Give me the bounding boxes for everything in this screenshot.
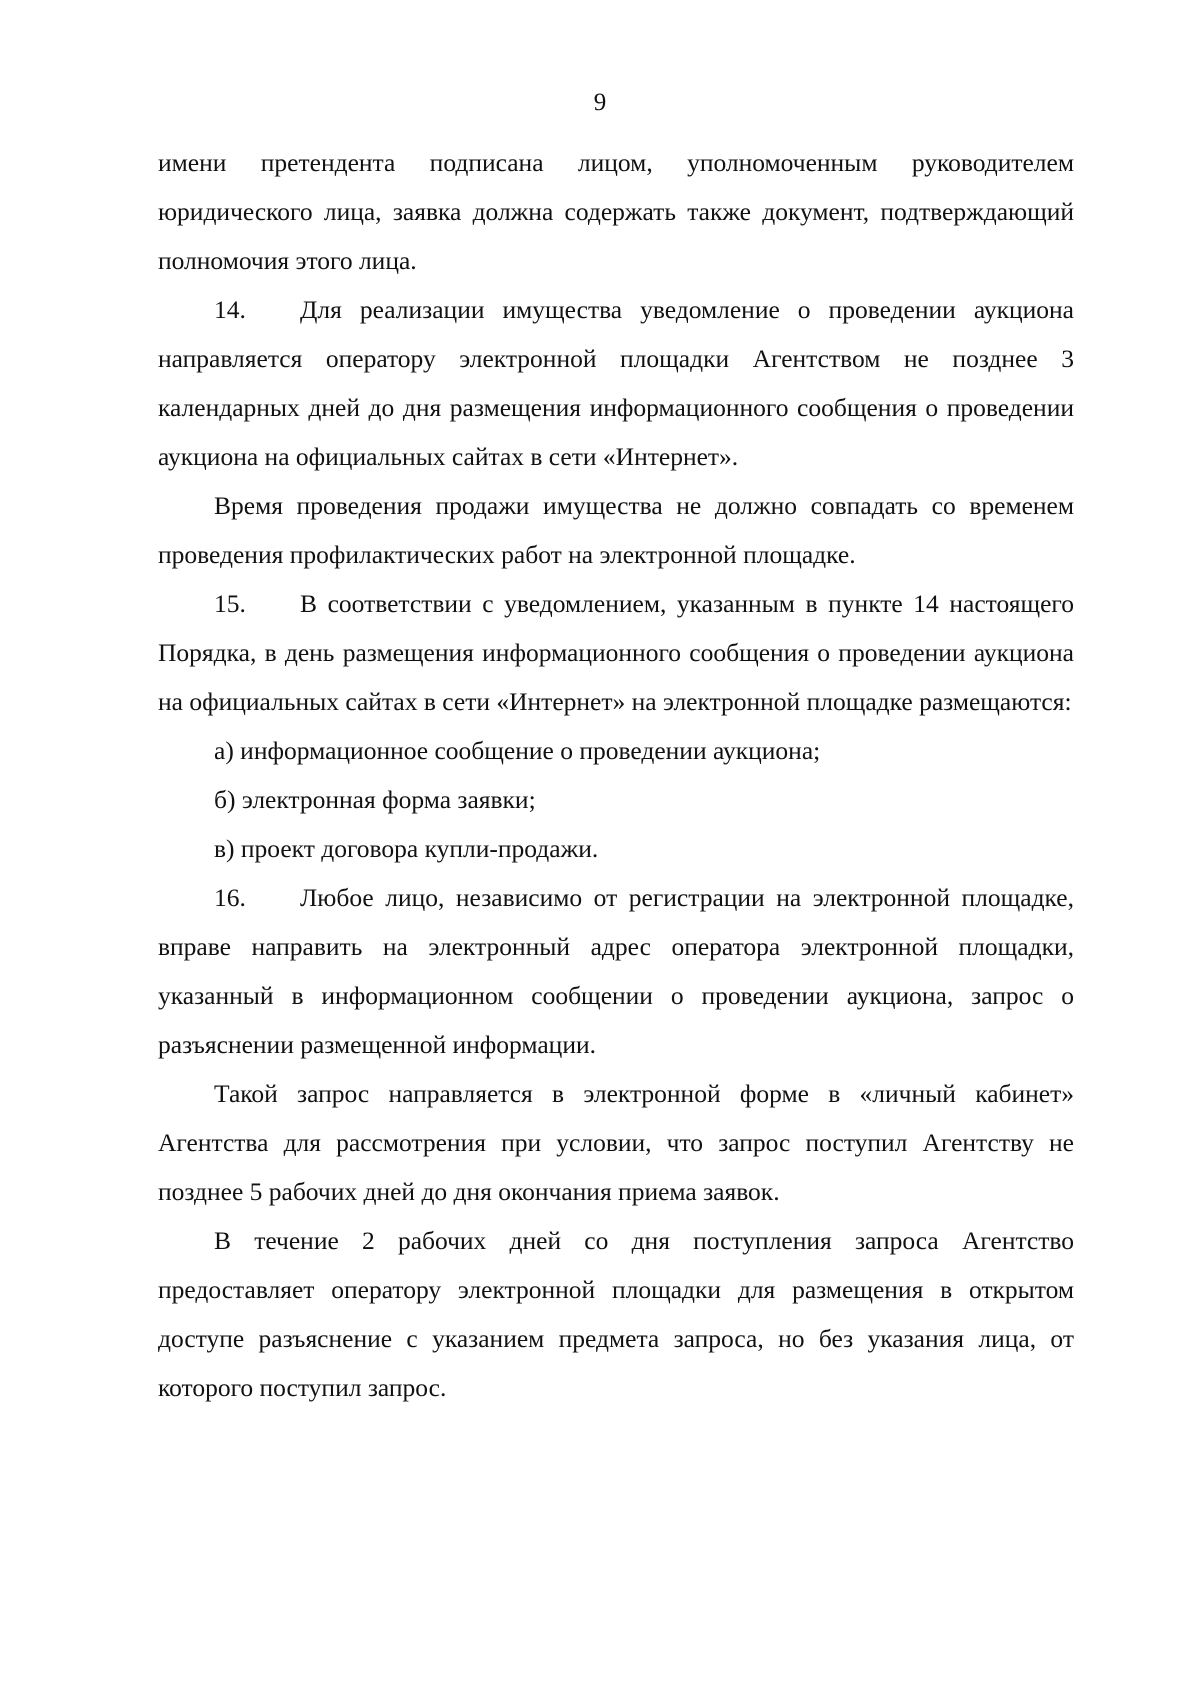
paragraph-14-text: Для реализации имущества уведомление о проведении аукциона направляется оператору электронной площадки Агентством не позднее 3 календарных дней до дня размещения информационного сообщения о проведении аукциона на официальных сайтах в сети «Интернет». (158, 295, 1074, 471)
paragraph-16-text: Любое лицо, независимо от регистрации на электронной площадке, вправе направить на электронный адрес оператора электронной площадки, указанный в информационном сообщении о проведении аукциона, запрос о разъяснении размещенной информации. (158, 883, 1074, 1059)
paragraph-16 (158, 873, 1074, 1069)
paragraph-16-third: В течение 2 рабочих дней со дня поступления запроса Агентство предоставляет оператору электронной площадки для размещения в открытом доступе разъяснение с указанием предмета запроса, но без указания лица, от которого поступил запрос. (158, 1226, 1074, 1402)
clause-number-14: 14. (214, 295, 246, 324)
paragraph-14-second: Время проведения продажи имущества не должно совпадать со временем проведения профилактических работ на электронной площадке. (158, 491, 1074, 569)
paragraph-continuation: имени претендента подписана лицом, уполномоченным руководителем юридического лица, заявка должна содержать также документ, подтверждающий полномочия этого лица. (158, 148, 1074, 275)
paragraph-16-second: Такой запрос направляется в электронной форме в «личный кабинет» Агентства для рассмотрения при условии, что запрос поступил Агентству не позднее 5 рабочих дней до дня окончания приема заявок. (158, 1079, 1074, 1206)
paragraph-14 (158, 285, 1074, 481)
paragraph-15-text: В соответствии с уведомлением, указанным в пункте 14 настоящего Порядка, в день размещения информационного сообщения о проведении аукциона на официальных сайтах в сети «Интернет» на электронной площадке размещаются: (158, 589, 1074, 716)
clause-number-15: 15. (214, 589, 246, 618)
list-item-a: а) информационное сообщение о проведении аукциона; (214, 736, 821, 765)
clause-number-16: 16. (214, 883, 246, 912)
list-item-b: б) электронная форма заявки; (214, 785, 536, 814)
paragraph-15 (158, 579, 1074, 726)
page-number: 9 (593, 89, 607, 116)
document-body (158, 138, 1074, 1412)
list-item-c: в) проект договора купли-продажи. (214, 834, 599, 863)
